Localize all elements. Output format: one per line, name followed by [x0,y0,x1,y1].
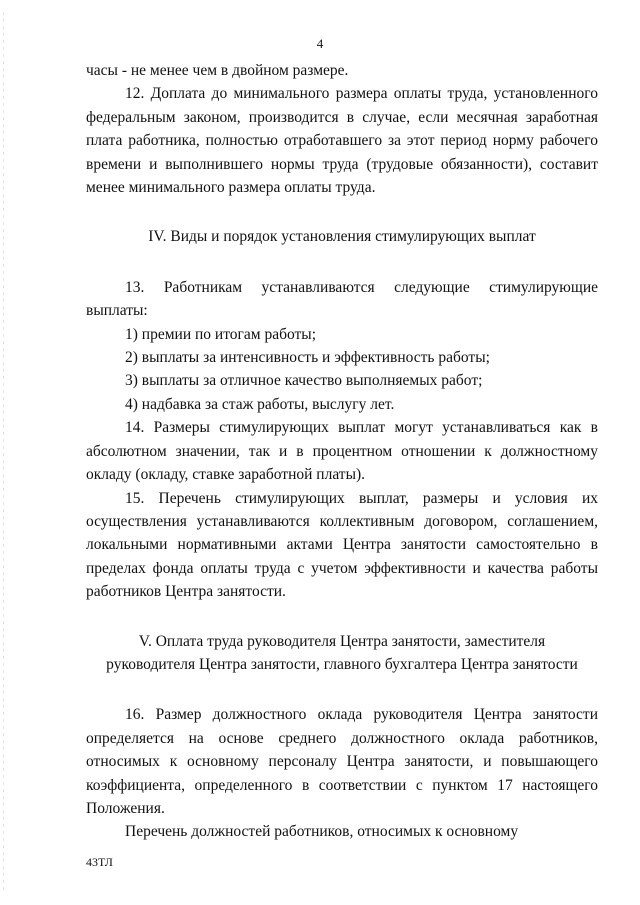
list-item-1: 1) премии по итогам работы; [125,325,316,343]
footer-document-code: 43ТЛ [86,855,113,869]
paragraph-12: 12. Доплата до минимального размера оплаты труда, установленного федеральным законом, производится в случае, если месячная заработная плата работника, полностью отработавшего за этот период норму рабочего времени и выполнившего нормы труда (трудовые обязанности), составит менее минимального размера оплаты труда. [86,85,598,197]
list-item-2: 2) выплаты за интенсивность и эффективность работы; [125,349,490,367]
paragraph-15: 15. Перечень стимулирующих выплат, размеры и условия их осуществления устанавливаются коллективным договором, соглашением, локальными нормативными актами Центра занятости самостоятельно в пределах фонда оплаты труда с учетом эффективности и качества работы работников Центра занятости. [86,489,598,601]
page-number: 4 [316,36,324,51]
paragraph-13: 13. Работникам устанавливаются следующие стимулирующие выплаты: [86,278,598,320]
paragraph-continuation: часы - не менее чем в двойном размере. [86,62,349,79]
scan-edge-artifact [3,12,4,892]
section-4-heading: IV. Виды и порядок установления стимулирующих выплат [148,228,536,246]
paragraph-16: 16. Размер должностного оклада руководителя Центра занятости определяется на основе среднего должностного оклада работников, относимых к основному персоналу Центра занятости, и повышающего коэффициента, определенного в соответствии с пунктом 17 настоящего Положения. [86,706,598,817]
section-5-heading-line-2: руководителя Центра занятости, главного бухгалтера Центра занятости [106,655,578,673]
section-5-heading-line-1: V. Оплата труда руководителя Центра занятости, заместителя [138,632,546,650]
document-body [86,59,598,844]
paragraph-14: 14. Размеры стимулирующих выплат могут устанавливаться как в абсолютном значении, так и в процентном отношении к должностному окладу (окладу, ставке заработной платы). [86,419,598,484]
list-item-3: 3) выплаты за отличное качество выполняемых работ; [125,372,483,390]
list-item-4: 4) надбавка за стаж работы, выслугу лет. [125,395,395,413]
paragraph-list-of-positions: Перечень должностей работников, относимых к основному [125,823,519,841]
